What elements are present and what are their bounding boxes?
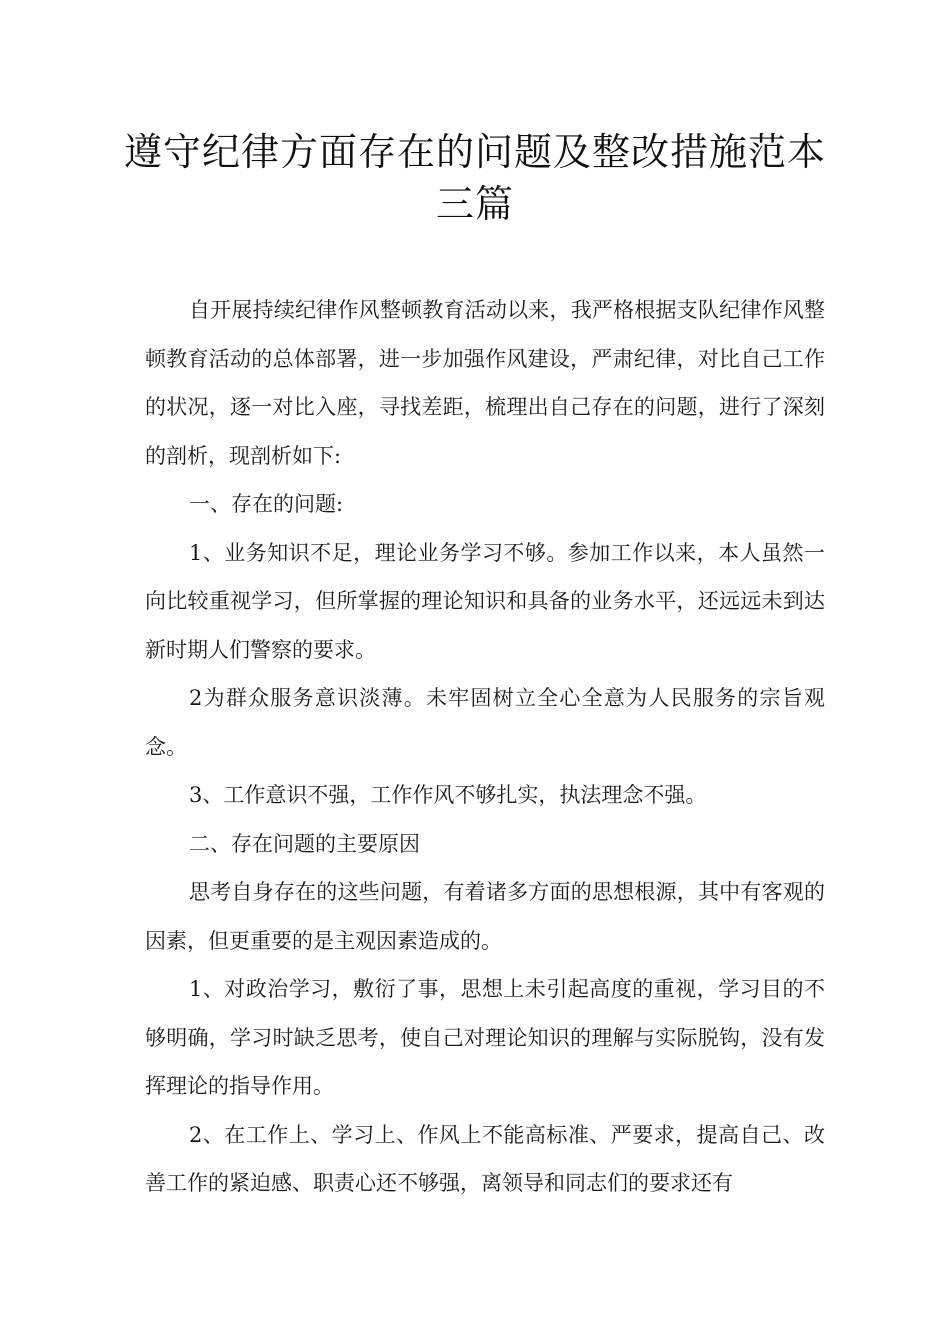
paragraph-cause-2: 2、在工作上、学习上、作风上不能高标准、严要求，提高自己、改善工作的紧迫感、职责心还不够强，离领导和同志们的要求还有 [145, 1122, 825, 1195]
paragraph-cause-1: 1、对政治学习，敷衍了事，思想上未引起高度的重视，学习目的不够明确，学习时缺乏思考，使自己对理论知识的理解与实际脱钩，没有发挥理论的指导作用。 [145, 977, 825, 1098]
document-body [145, 286, 825, 1208]
paragraph-intro: 自开展持续纪律作风整顿教育活动以来，我严格根据支队纪律作风整顿教育活动的总体部署，进一步加强作风建设，严肃纪律，对比自己工作的状况，逐一对比入座，寻找差距，梳理出自己存在的问题，进行了深刻的剖析，现剖析如下: [145, 298, 825, 468]
document-title: 遵守纪律方面存在的问题及整改措施范本三篇 [123, 130, 826, 226]
heading-causes: 二、存在问题的主要原因 [189, 831, 420, 856]
paragraph-causes-intro: 思考自身存在的这些问题，有着诸多方面的思想根源，其中有客观的因素，但更重要的是主观因素造成的。 [145, 880, 825, 953]
paragraph-problem-3: 3、工作意识不强，工作作风不够扎实，执法理念不强。 [189, 783, 707, 807]
paragraph-problem-2: 2为群众服务意识淡薄。未牢固树立全心全意为人民服务的宗旨观念。 [145, 686, 825, 759]
paragraph-problem-1: 1、业务知识不足，理论业务学习不够。参加工作以来，本人虽然一向比较重视学习，但所掌握的理论知识和具备的业务水平，还远远未到达新时期人们警察的要求。 [145, 540, 825, 662]
heading-problems: 一、存在的问题: [189, 492, 344, 516]
